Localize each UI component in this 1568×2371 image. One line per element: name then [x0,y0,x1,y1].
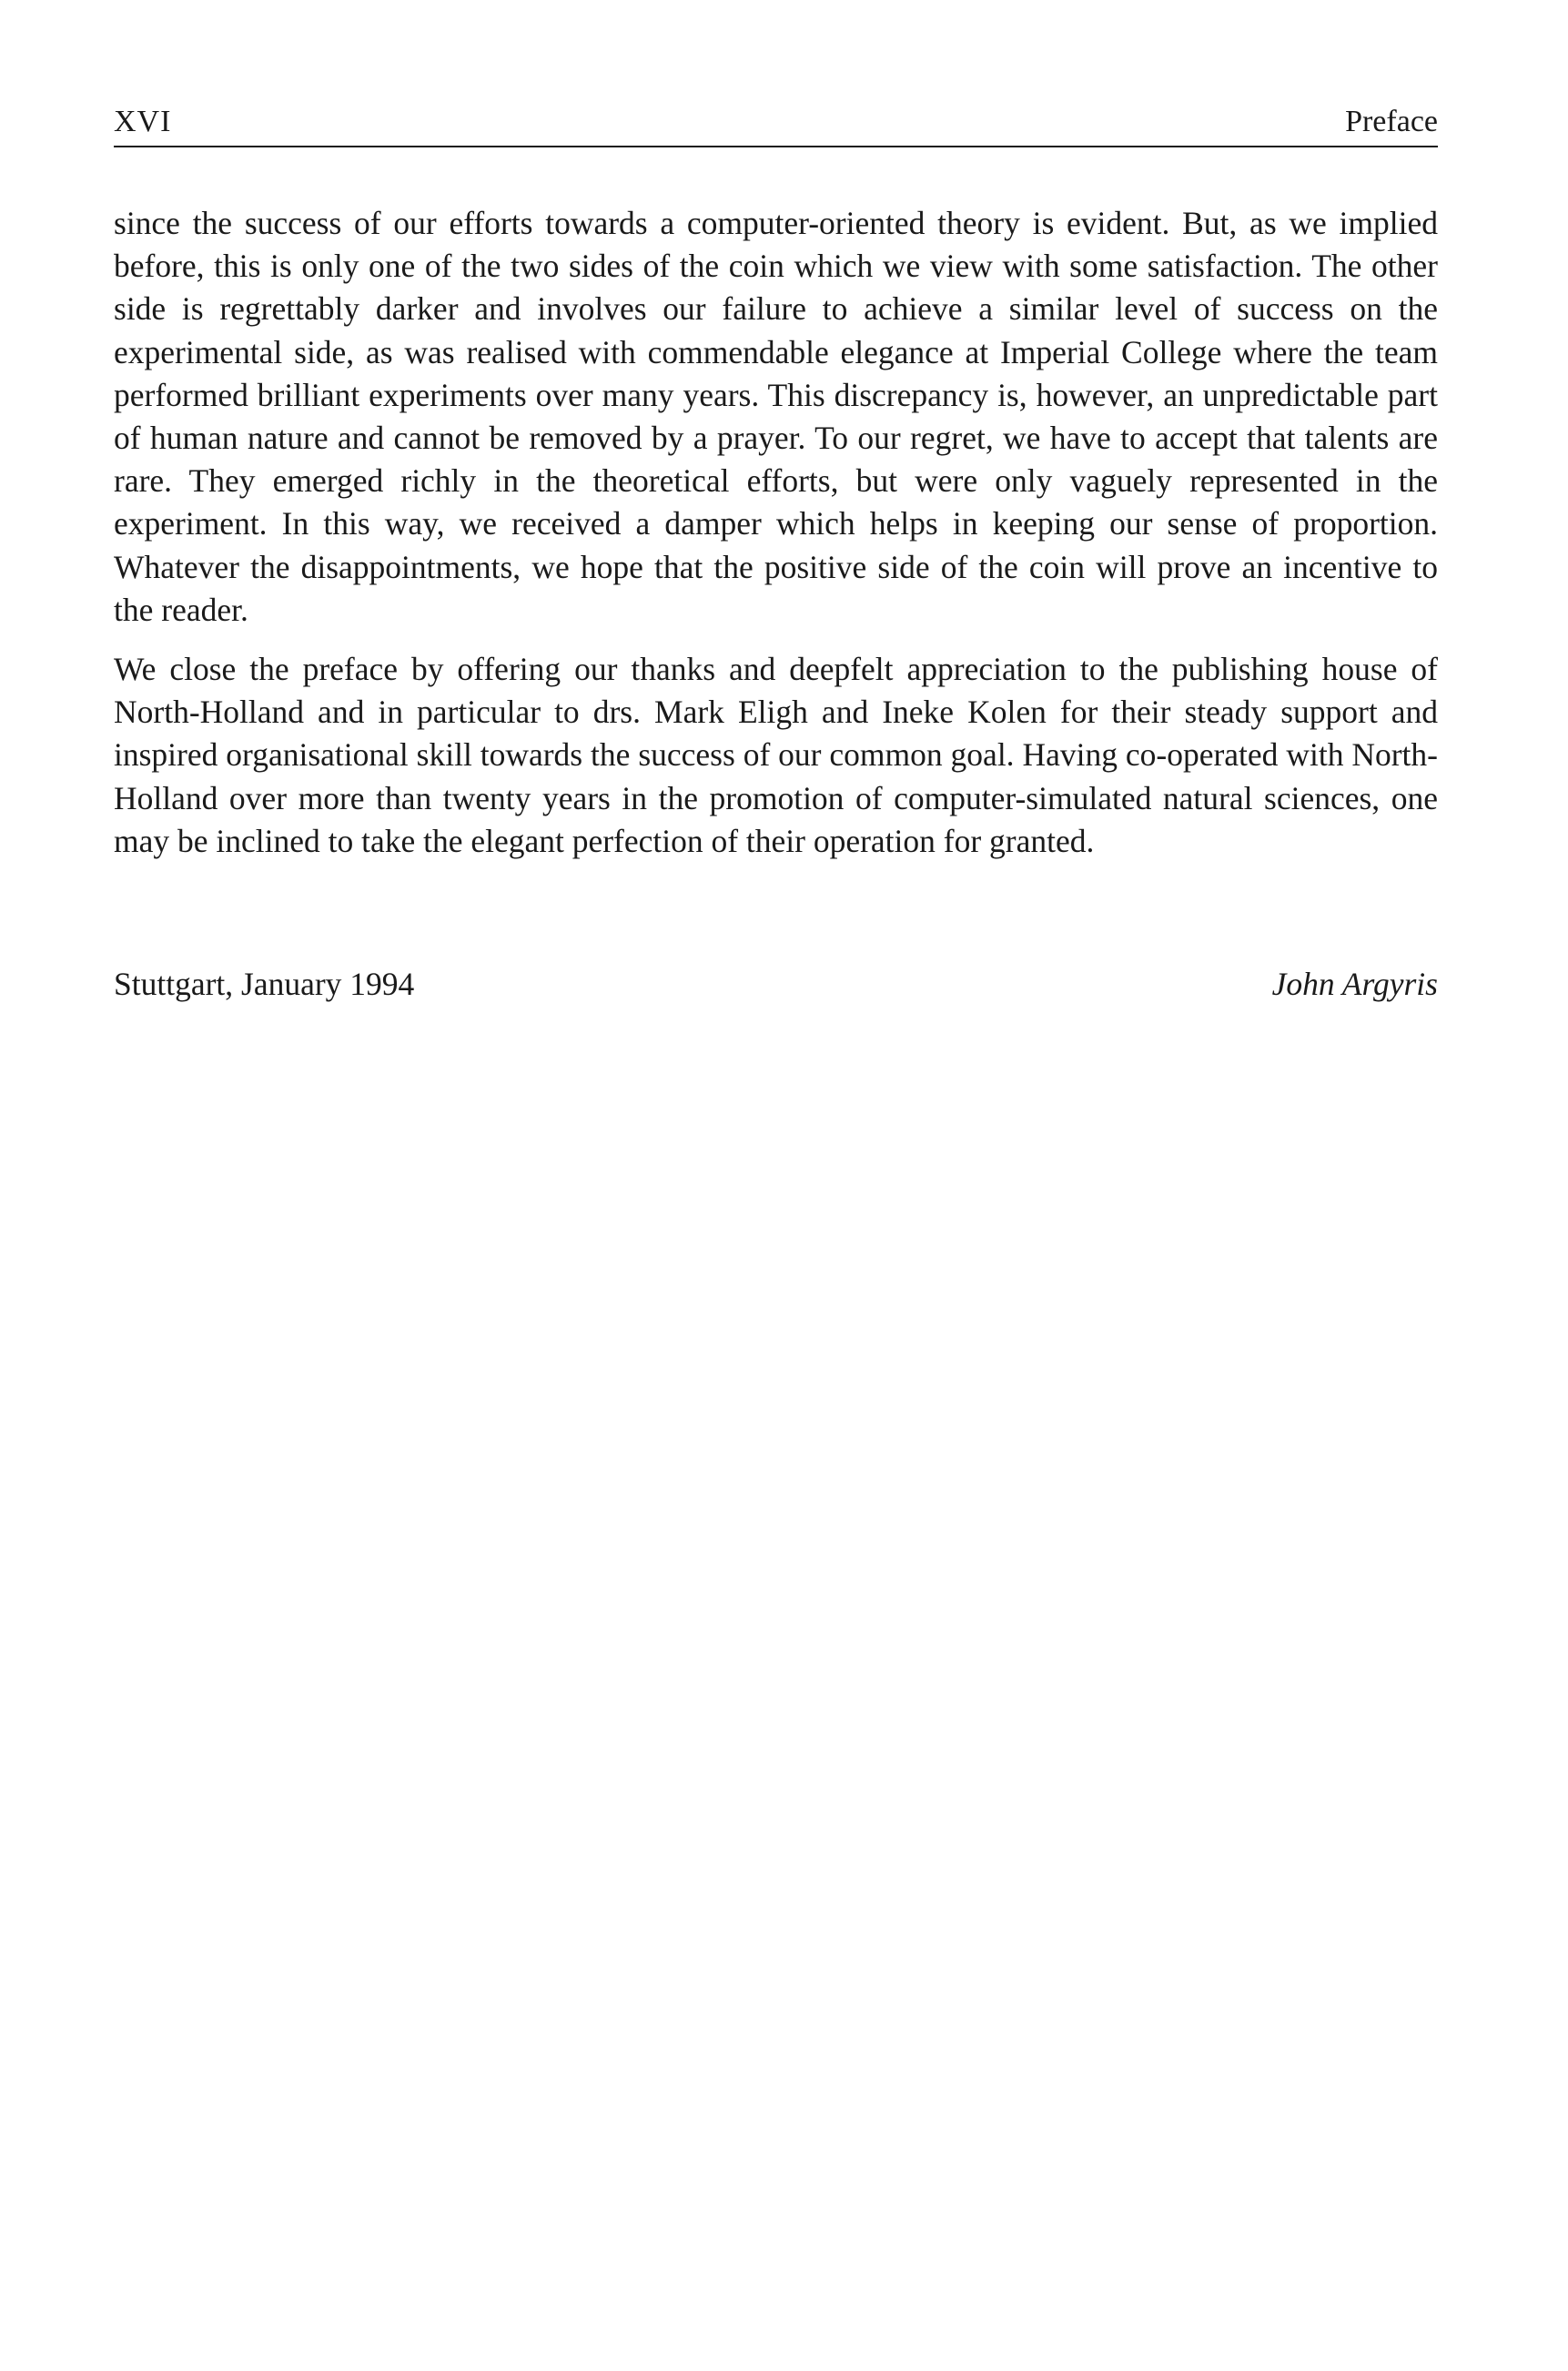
running-head [114,98,1438,147]
body-text [114,202,1438,879]
place-date: Stuttgart, January 1994 [114,966,415,1002]
author-name: John Argyris [1271,966,1438,1002]
paragraph-1: since the success of our efforts towards a computer-oriented theory is evident. But, as we implied before, this is only one of the two sides of the coin which we view with some satisfaction. The other side is regrettably darker and involves our failure to achieve a similar level of success on the experimental side, as was realised with commendable elegance at Imperial College where the team performed brilliant experiments over many years. This discrepancy is, however, an unpredictable part of human nature and cannot be removed by a prayer. To our regret, we have to accept that talents are rare. They emerged richly in the theoretical efforts, but were only vaguely represented in the experiment. In this way, we received a damper which helps in keeping our sense of proportion. Whatever the disappointments, we hope that the positive side of the coin will prove an incentive to the reader. [114,205,1438,628]
paragraph-2: We close the preface by offering our thanks and deepfelt appreciation to the publishing house of North-Holland and in particular to drs. Mark Eligh and Ineke Kolen for their steady support and inspired organisational skill towards the success of our common goal. Having co-operated with North-Holland over more than twenty years in the promotion of computer-simulated natural sciences, one may be inclined to take the elegant perfection of their operation for granted. [114,651,1438,859]
signature-line [114,963,1438,1008]
section-title: Preface [1345,105,1438,138]
page-number: XVI [114,105,172,138]
